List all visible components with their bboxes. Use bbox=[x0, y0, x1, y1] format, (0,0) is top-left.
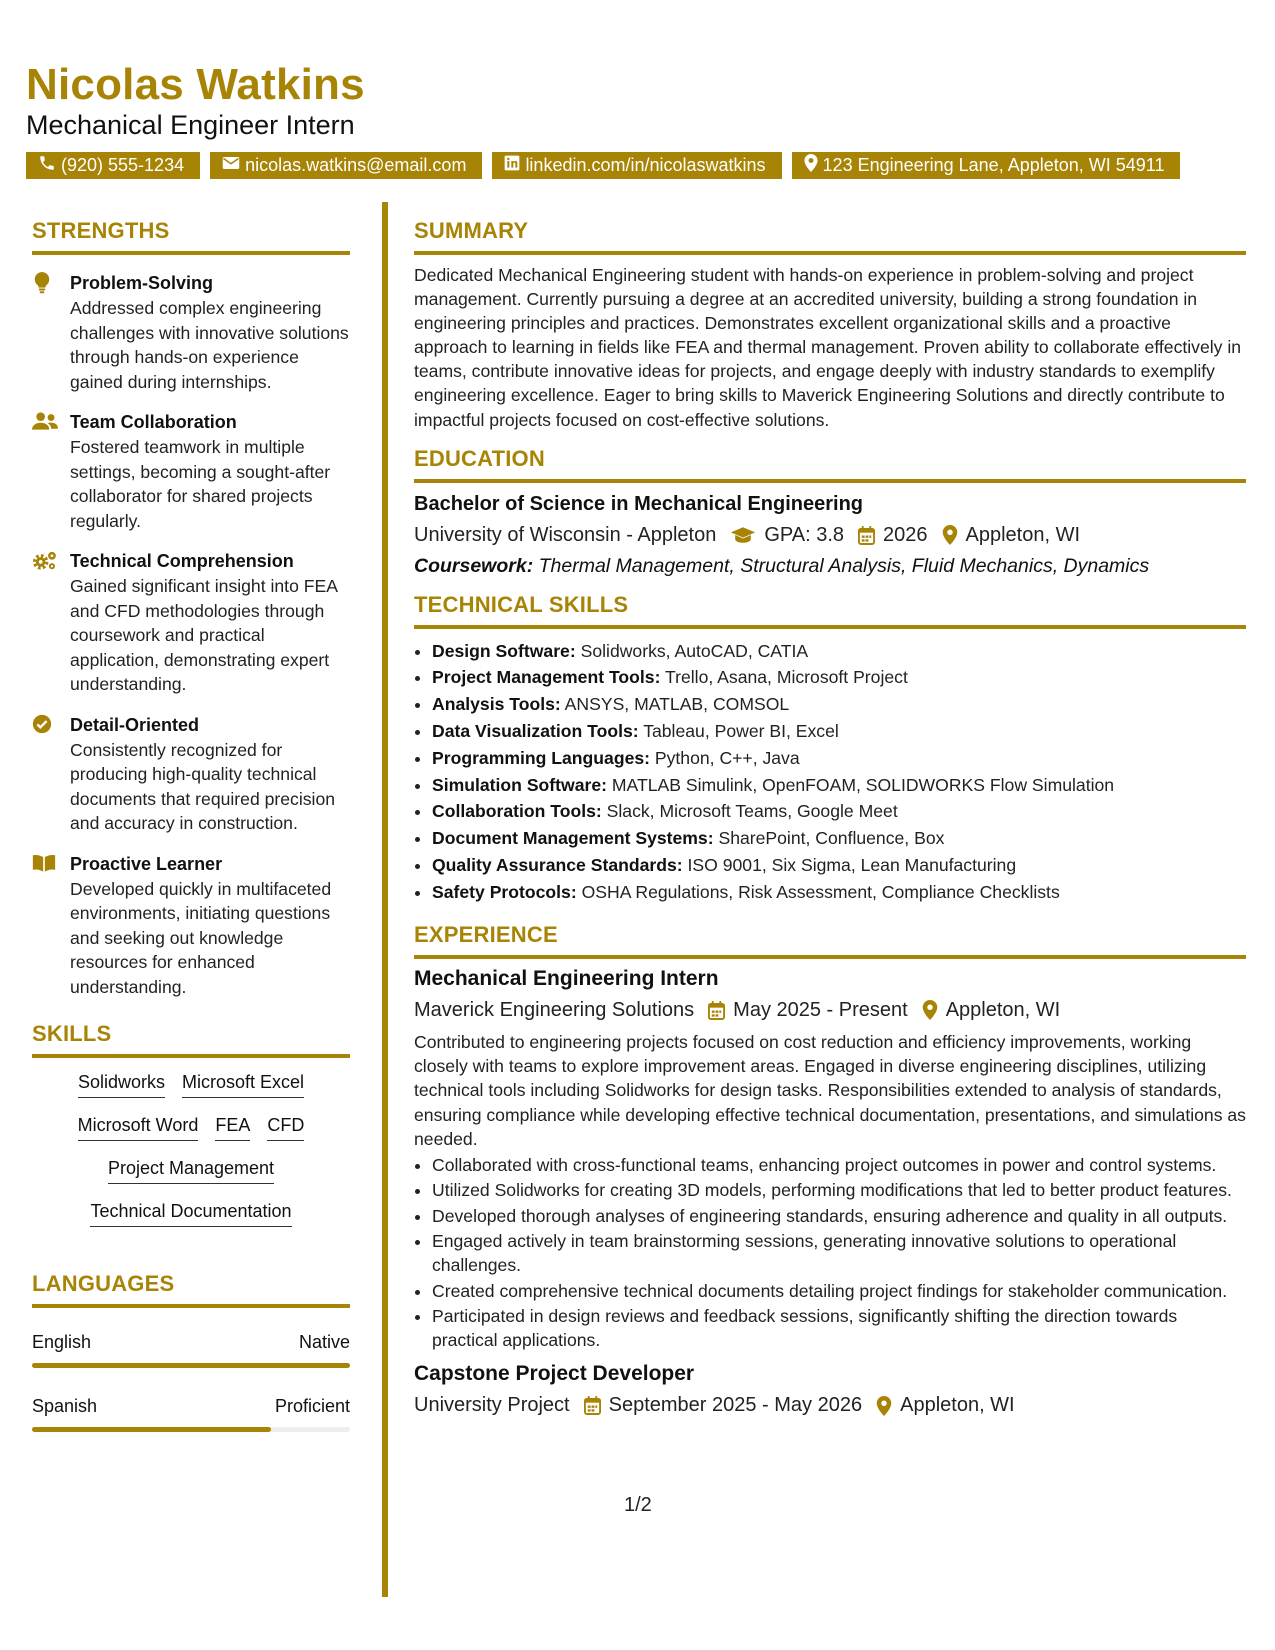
skill-values: Slack, Microsoft Teams, Google Meet bbox=[606, 801, 898, 822]
linkedin-icon bbox=[504, 155, 525, 176]
strength-desc: Fostered teamwork in multiple settings, becoming a sought-after collaborator for shared projects regularly. bbox=[70, 437, 331, 531]
left-column bbox=[32, 218, 350, 1432]
list-item: • Developed thorough analyses of engineering standards, ensuring adherence and quality in all outputs. bbox=[432, 1204, 1246, 1228]
list-item bbox=[432, 718, 1246, 745]
skill-tag: Solidworks bbox=[78, 1072, 165, 1098]
list-item: • Created comprehensive technical documents detailing project findings for stakeholder communication. bbox=[432, 1279, 1246, 1303]
check-circle-icon bbox=[32, 713, 70, 836]
strength-item bbox=[32, 549, 350, 697]
skill-category: Programming Languages: bbox=[432, 747, 650, 768]
email-text: nicolas.watkins@email.com bbox=[245, 155, 467, 175]
skill-category: Quality Assurance Standards: bbox=[432, 855, 683, 876]
map-pin-icon bbox=[922, 1000, 938, 1020]
skill-values: Python, C++, Java bbox=[654, 747, 800, 768]
company-name: Maverick Engineering Solutions bbox=[414, 998, 695, 1021]
skill-category: Safety Protocols: bbox=[432, 881, 577, 902]
strength-item bbox=[32, 713, 350, 836]
experience-heading: EXPERIENCE bbox=[414, 922, 1246, 959]
technical-skills-heading: TECHNICAL SKILLS bbox=[414, 592, 1246, 629]
graduation-year: 2026 bbox=[883, 523, 928, 546]
list-item bbox=[432, 852, 1246, 879]
skill-values: OSHA Regulations, Risk Assessment, Compliance Checklists bbox=[581, 881, 1060, 902]
book-icon bbox=[32, 852, 70, 1000]
skill-category: Design Software: bbox=[432, 640, 576, 661]
list-item: • Utilized Solidworks for creating 3D models, performing modifications that led to better product features. bbox=[432, 1178, 1246, 1202]
skill-values: ISO 9001, Six Sigma, Lean Manufacturing bbox=[687, 855, 1017, 876]
list-item bbox=[432, 638, 1246, 665]
education-heading: EDUCATION bbox=[414, 446, 1246, 483]
skill-tag: Microsoft Word bbox=[78, 1115, 199, 1141]
gears-icon bbox=[32, 549, 70, 697]
calendar-icon bbox=[858, 526, 875, 545]
job-entry bbox=[414, 967, 1246, 1353]
technical-skills-list bbox=[414, 638, 1246, 906]
language-name: Spanish bbox=[32, 1396, 98, 1416]
gpa-text: GPA: 3.8 bbox=[764, 523, 845, 546]
list-item bbox=[432, 691, 1246, 718]
coursework-label: Coursework: bbox=[414, 554, 534, 577]
skill-tag: Microsoft Excel bbox=[182, 1072, 304, 1098]
job-entry bbox=[414, 1362, 1246, 1417]
summary-heading: SUMMARY bbox=[414, 218, 1246, 255]
skill-tag: Project Management bbox=[108, 1158, 274, 1184]
job-title: Mechanical Engineering Intern bbox=[414, 966, 719, 990]
right-column bbox=[414, 218, 1246, 1417]
envelope-icon bbox=[222, 155, 245, 176]
skill-category: Analysis Tools: bbox=[432, 694, 561, 715]
strength-title: Technical Comprehension bbox=[70, 551, 294, 571]
list-item bbox=[432, 798, 1246, 825]
map-pin-icon bbox=[876, 1396, 892, 1416]
linkedin-chip[interactable] bbox=[492, 152, 781, 179]
languages-heading: LANGUAGES bbox=[32, 1271, 350, 1308]
list-item bbox=[432, 825, 1246, 852]
skill-tag: Technical Documentation bbox=[90, 1201, 291, 1227]
skill-category: Data Visualization Tools: bbox=[432, 721, 639, 742]
skill-tag: FEA bbox=[215, 1115, 250, 1141]
strength-desc: Addressed complex engineering challenges with innovative solutions through hands-on experience gained during internships. bbox=[70, 298, 349, 392]
strength-desc: Developed quickly in multifaceted environments, initiating questions and seeking out knowledge resources for enhanced understanding. bbox=[70, 878, 332, 997]
job-bullets bbox=[414, 1153, 1246, 1352]
candidate-name: Nicolas Watkins bbox=[26, 60, 365, 109]
job-meta bbox=[414, 1394, 1246, 1417]
language-level-fill bbox=[32, 1427, 271, 1432]
job-dates: May 2025 - Present bbox=[733, 998, 908, 1021]
school-location: Appleton, WI bbox=[965, 523, 1081, 546]
skill-values: Solidworks, AutoCAD, CATIA bbox=[580, 640, 809, 661]
language-level-bar bbox=[32, 1427, 350, 1432]
language-level: Proficient bbox=[274, 1396, 350, 1416]
skill-tag: CFD bbox=[267, 1115, 304, 1141]
page-number: 1/2 bbox=[624, 1494, 652, 1516]
job-location: Appleton, WI bbox=[945, 998, 1061, 1021]
strength-title: Problem-Solving bbox=[70, 273, 214, 293]
skill-values: Tableau, Power BI, Excel bbox=[643, 721, 839, 742]
list-item bbox=[432, 745, 1246, 772]
users-icon bbox=[32, 410, 70, 533]
list-item: • Participated in design reviews and feedback sessions, significantly shifting the direction towards practical applications. bbox=[432, 1304, 1246, 1353]
strength-item bbox=[32, 410, 350, 533]
job-dates: September 2025 - May 2026 bbox=[608, 1394, 863, 1417]
language-item bbox=[32, 1396, 350, 1432]
strength-title: Team Collaboration bbox=[70, 412, 237, 432]
strength-desc: Gained significant insight into FEA and CFD methodologies through coursework and practical application, demonstrating expert understanding. bbox=[70, 576, 337, 694]
strength-item bbox=[32, 852, 350, 1000]
candidate-role: Mechanical Engineer Intern bbox=[26, 110, 355, 140]
contact-bar bbox=[26, 152, 1180, 179]
skill-row bbox=[108, 1158, 274, 1184]
language-item bbox=[32, 1332, 350, 1368]
language-level-bar bbox=[32, 1363, 350, 1368]
phone-chip[interactable] bbox=[26, 152, 200, 179]
skill-category: Collaboration Tools: bbox=[432, 801, 602, 822]
map-pin-icon bbox=[804, 154, 823, 177]
lightbulb-icon bbox=[32, 271, 70, 394]
language-level: Native bbox=[298, 1332, 350, 1352]
skill-values: Trello, Asana, Microsoft Project bbox=[665, 667, 908, 688]
coursework bbox=[414, 555, 1246, 578]
strengths-heading: STRENGTHS bbox=[32, 218, 350, 255]
calendar-icon bbox=[584, 1396, 601, 1415]
coursework-list: Thermal Management, Structural Analysis, Fluid Mechanics, Dynamics bbox=[538, 554, 1150, 577]
list-item: • Collaborated with cross-functional teams, enhancing project outcomes in power and control systems. bbox=[432, 1153, 1246, 1177]
job-description: Contributed to engineering projects focused on cost reduction and efficiency improvements, working closely with teams to explore improvement areas. Engaged in diverse engineering disciplines, utilizing technical tools including Solidworks for design tasks. Responsibilities extended to analysis of standards, ensuring compliance while developing effective technical documentation, presentations, and simulations as needed. bbox=[414, 1031, 1246, 1149]
skill-category: Project Management Tools: bbox=[432, 667, 661, 688]
map-pin-icon bbox=[942, 525, 958, 545]
graduation-cap-icon bbox=[730, 526, 756, 544]
list-item: • Engaged actively in team brainstorming sessions, generating innovative solutions to operational challenges. bbox=[432, 1229, 1246, 1278]
company-name: University Project bbox=[414, 1394, 570, 1417]
summary-text: Dedicated Mechanical Engineering student with hands-on experience in problem-solving and project management. Currently pursuing a degree at an accredited university, building a strong foundation in engineering principles and practices. Demonstrates excellent organizational skills and a proactive approach to learning in fields like FEA and thermal management. Proven ability to collaborate effectively in teams, contribute innovative ideas for projects, and engage deeply with industry standards to exemplify engineering excellence. Eager to bring skills to Maverick Engineering Solutions and directly contribute to impactful projects focused on cost-effective solutions. bbox=[414, 265, 1242, 430]
address-text: 123 Engineering Lane, Appleton, WI 54911 bbox=[822, 155, 1165, 175]
strength-item bbox=[32, 271, 350, 394]
skill-row bbox=[78, 1115, 305, 1141]
job-location: Appleton, WI bbox=[900, 1394, 1015, 1417]
degree-title: Bachelor of Science in Mechanical Engineering bbox=[414, 492, 864, 515]
education-meta bbox=[414, 524, 1246, 547]
column-divider bbox=[382, 202, 388, 1597]
email-chip[interactable] bbox=[210, 152, 482, 179]
skills-heading: SKILLS bbox=[32, 1021, 350, 1058]
job-meta bbox=[414, 999, 1246, 1022]
skill-category: Simulation Software: bbox=[432, 774, 607, 795]
address-chip[interactable] bbox=[792, 152, 1181, 179]
strength-title: Proactive Learner bbox=[70, 853, 223, 874]
language-name: English bbox=[32, 1332, 92, 1352]
linkedin-text: linkedin.com/in/nicolaswatkins bbox=[525, 155, 766, 175]
list-item bbox=[432, 879, 1246, 906]
calendar-icon bbox=[708, 1001, 725, 1020]
phone-icon bbox=[38, 154, 61, 177]
skill-row bbox=[90, 1201, 291, 1227]
skill-values: ANSYS, MATLAB, COMSOL bbox=[564, 694, 790, 715]
strength-title: Detail-Oriented bbox=[70, 714, 200, 735]
list-item bbox=[432, 664, 1246, 691]
language-level-fill bbox=[32, 1363, 350, 1368]
skill-values: SharePoint, Confluence, Box bbox=[718, 828, 945, 849]
strength-desc: Consistently recognized for producing high-quality technical documents that required precision and accuracy in construction. bbox=[70, 739, 336, 833]
school-name: University of Wisconsin - Appleton bbox=[414, 523, 717, 546]
skills-list bbox=[32, 1072, 350, 1227]
job-title: Capstone Project Developer bbox=[414, 1362, 695, 1386]
skill-category: Document Management Systems: bbox=[432, 828, 714, 849]
skill-values: MATLAB Simulink, OpenFOAM, SOLIDWORKS Flow Simulation bbox=[611, 774, 1115, 795]
skill-row bbox=[78, 1072, 304, 1098]
phone-text: (920) 555-1234 bbox=[61, 155, 185, 175]
list-item bbox=[432, 772, 1246, 799]
